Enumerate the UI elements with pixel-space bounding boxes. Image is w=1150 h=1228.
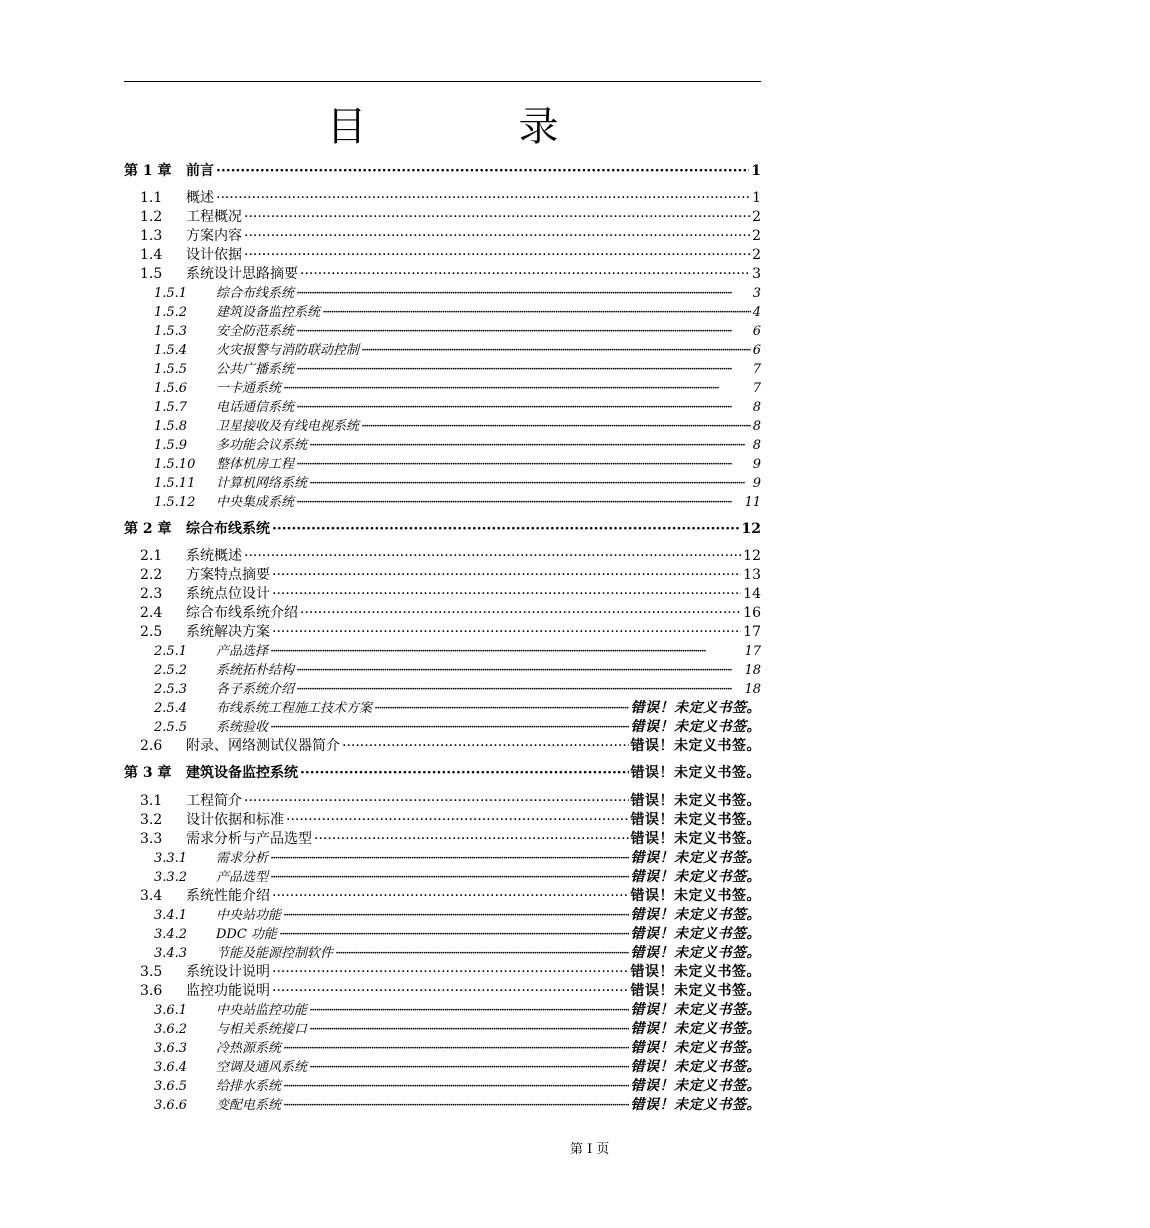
toc-entry[interactable] bbox=[124, 492, 761, 511]
toc-entry-number: 3.4 bbox=[140, 888, 163, 904]
toc-entry-number: 1.5.5 bbox=[154, 362, 188, 377]
toc-entry-number: 2.2 bbox=[140, 567, 163, 583]
toc-entry-page: 错误！未定义书签。 bbox=[630, 831, 761, 847]
toc-entry-label: 建筑设备监控系统 bbox=[216, 305, 321, 320]
toc-dot-leader bbox=[244, 247, 750, 264]
toc-dot-leader bbox=[272, 521, 740, 538]
toc-entry-number: 3.6.1 bbox=[154, 1003, 188, 1018]
toc-entry[interactable] bbox=[124, 340, 761, 359]
toc-dot-leader bbox=[300, 765, 629, 782]
toc-entry-number: 2.5.2 bbox=[154, 663, 188, 678]
toc-entry-page: 8 bbox=[752, 400, 761, 415]
toc-entry-label: 概述 bbox=[186, 190, 214, 206]
toc-entry-page: 18 bbox=[744, 663, 761, 678]
toc-entry-label: 需求分析 bbox=[216, 851, 269, 866]
toc-entry-number: 1.5 bbox=[140, 266, 163, 282]
toc-entry-number: 1.5.11 bbox=[154, 476, 196, 491]
toc-entry[interactable] bbox=[124, 584, 761, 603]
toc-entry-number: 1.5.8 bbox=[154, 419, 188, 434]
toc-entry-page: 错误！未定义书签。 bbox=[630, 869, 761, 885]
toc-entry-label: 方案特点摘要 bbox=[186, 567, 270, 583]
toc-entry-label: 工程简介 bbox=[186, 793, 242, 809]
toc-entry[interactable] bbox=[124, 698, 761, 717]
toc-entry-page: 错误！未定义书签。 bbox=[630, 812, 761, 828]
toc-dot-leader bbox=[283, 1078, 628, 1095]
toc-entry-page: 3 bbox=[752, 266, 761, 282]
toc-entry-label: 多功能会议系统 bbox=[216, 438, 308, 453]
toc-entry-number: 1.5.10 bbox=[154, 457, 196, 472]
toc-entry[interactable] bbox=[124, 519, 761, 538]
toc-entry[interactable] bbox=[124, 188, 761, 207]
toc-dot-leader bbox=[322, 304, 751, 321]
toc-entry-label: 产品选择 bbox=[216, 644, 269, 659]
toc-entry-label: 计算机网络系统 bbox=[216, 476, 308, 491]
toc-entry-label: 前言 bbox=[186, 163, 214, 179]
toc-entry[interactable] bbox=[124, 886, 761, 905]
toc-entry-page: 1 bbox=[752, 190, 761, 206]
toc-entry-page: 7 bbox=[752, 362, 761, 377]
toc-dot-leader bbox=[272, 567, 741, 584]
toc-entry-number: 2.5.3 bbox=[154, 682, 188, 697]
toc-entry-number: 3.4.1 bbox=[154, 908, 188, 923]
toc-entry-label: 冷热源系统 bbox=[216, 1041, 282, 1056]
toc-entry[interactable] bbox=[124, 660, 761, 679]
toc-entry-page: 错误！未定义书签。 bbox=[630, 983, 761, 999]
toc-entry-page: 错误！未定义书签。 bbox=[630, 1002, 761, 1018]
toc-entry-page: 8 bbox=[752, 438, 761, 453]
toc-entry-label: 变配电系统 bbox=[216, 1098, 282, 1113]
toc-entry[interactable] bbox=[124, 641, 761, 660]
toc-dot-leader bbox=[296, 361, 751, 378]
toc-entry-number: 2.4 bbox=[140, 605, 163, 621]
toc-dot-leader bbox=[216, 163, 749, 180]
toc-entry-number: 3.6.5 bbox=[154, 1079, 188, 1094]
toc-entry-page: 6 bbox=[752, 324, 761, 339]
toc-entry-number: 1.5.1 bbox=[154, 286, 188, 301]
toc-entry-number: 3.6 bbox=[140, 983, 163, 999]
toc-entry-label: 方案内容 bbox=[186, 228, 242, 244]
toc-dot-leader bbox=[314, 831, 629, 848]
toc-entry-number: 3.3 bbox=[140, 831, 163, 847]
toc-dot-leader bbox=[272, 586, 741, 603]
toc-dot-leader bbox=[374, 700, 628, 717]
toc-entry-page: 错误！未定义书签。 bbox=[630, 738, 761, 754]
toc-entry-number: 第 1 章 bbox=[124, 163, 172, 179]
toc-entry-number: 3.6.2 bbox=[154, 1022, 188, 1037]
toc-entry-label: 附录、网络测试仪器简介 bbox=[186, 738, 340, 754]
toc-entry[interactable] bbox=[124, 736, 761, 755]
toc-entry-label: 建筑设备监控系统 bbox=[186, 765, 298, 781]
toc-dot-leader bbox=[309, 1059, 628, 1076]
toc-entry[interactable] bbox=[124, 473, 761, 492]
toc-entry-page: 18 bbox=[744, 682, 761, 697]
toc-entry-page: 17 bbox=[744, 644, 761, 659]
toc-entry-label: 节能及能源控制软件 bbox=[216, 946, 334, 961]
toc-entry-label: 综合布线系统 bbox=[186, 521, 270, 537]
toc-entry-number: 3.4.2 bbox=[154, 927, 188, 942]
toc-entry-label: 一卡通系统 bbox=[216, 381, 282, 396]
toc-entry-label: 系统解决方案 bbox=[186, 624, 270, 640]
toc-entry-number: 2.5.1 bbox=[154, 644, 188, 659]
toc-entry-label: 需求分析与产品选型 bbox=[186, 831, 312, 847]
toc-entry[interactable] bbox=[124, 454, 761, 473]
toc-entry-label: 系统拓朴结构 bbox=[216, 663, 295, 678]
toc-entry-page: 1 bbox=[751, 163, 761, 179]
toc-entry-number: 3.6.3 bbox=[154, 1041, 188, 1056]
toc-entry[interactable] bbox=[124, 962, 761, 981]
toc-entry-number: 1.5.4 bbox=[154, 343, 188, 358]
toc-entry[interactable] bbox=[124, 1019, 761, 1038]
toc-entry[interactable] bbox=[124, 207, 761, 226]
toc-dot-leader bbox=[270, 643, 742, 660]
toc-entry[interactable] bbox=[124, 679, 761, 698]
toc-entry-label: 系统验收 bbox=[216, 720, 269, 735]
toc-entry[interactable] bbox=[124, 981, 761, 1000]
toc-entry-label: 给排水系统 bbox=[216, 1079, 282, 1094]
toc-entry-page: 错误！未定义书签。 bbox=[630, 719, 761, 735]
toc-entry-number: 3.2 bbox=[140, 812, 163, 828]
toc-entry[interactable] bbox=[124, 546, 761, 565]
footer-page-number: 第 I 页 bbox=[570, 1142, 610, 1157]
toc-dot-leader bbox=[300, 605, 741, 622]
toc-entry[interactable] bbox=[124, 603, 761, 622]
toc-entry-number: 2.5.4 bbox=[154, 701, 188, 716]
toc-entry[interactable] bbox=[124, 1038, 761, 1057]
toc-dot-leader bbox=[244, 548, 741, 565]
toc-entry[interactable] bbox=[124, 565, 761, 584]
toc-dot-leader bbox=[361, 342, 751, 359]
toc-entry[interactable] bbox=[124, 867, 761, 886]
toc-dot-leader bbox=[270, 719, 628, 736]
toc-entry-label: 整体机房工程 bbox=[216, 457, 295, 472]
toc-dot-leader bbox=[270, 850, 628, 867]
toc-entry[interactable] bbox=[124, 622, 761, 641]
toc-entry-number: 3.1 bbox=[140, 793, 163, 809]
toc-entry[interactable] bbox=[124, 1000, 761, 1019]
toc-entry-page: 14 bbox=[743, 586, 761, 602]
toc-entry-page: 错误！未定义书签。 bbox=[630, 765, 761, 781]
toc-entry-label: 设计依据和标准 bbox=[186, 812, 284, 828]
toc-entry-number: 1.5.7 bbox=[154, 400, 188, 415]
toc-dot-leader bbox=[296, 285, 751, 302]
toc-entry-page: 错误！未定义书签。 bbox=[630, 945, 761, 961]
toc-dot-leader bbox=[300, 266, 750, 283]
toc-entry-page: 11 bbox=[744, 495, 761, 510]
toc-dot-leader bbox=[309, 1002, 628, 1019]
toc-dot-leader bbox=[279, 926, 629, 943]
toc-entry-page: 12 bbox=[741, 521, 761, 537]
toc-entry[interactable] bbox=[124, 378, 761, 397]
toc-entry-label: 系统设计说明 bbox=[186, 964, 270, 980]
toc-entry-page: 错误！未定义书签。 bbox=[630, 1040, 761, 1056]
toc-dot-leader bbox=[309, 475, 751, 492]
toc-entry-label: 空调及通风系统 bbox=[216, 1060, 308, 1075]
toc-entry-label: 系统性能介绍 bbox=[186, 888, 270, 904]
toc-entry-page: 8 bbox=[752, 419, 761, 434]
toc-entry-number: 1.5.6 bbox=[154, 381, 188, 396]
toc-entry-label: 设计依据 bbox=[186, 247, 242, 263]
toc-dot-leader bbox=[272, 888, 629, 905]
toc-entry-page: 错误！未定义书签。 bbox=[630, 964, 761, 980]
toc-entry-number: 3.5 bbox=[140, 964, 163, 980]
toc-entry[interactable] bbox=[124, 717, 761, 736]
toc-entry[interactable] bbox=[124, 416, 761, 435]
toc-dot-leader bbox=[244, 228, 750, 245]
toc-entry-number: 3.3.1 bbox=[154, 851, 188, 866]
toc-entry-page: 错误！未定义书签。 bbox=[630, 888, 761, 904]
toc-entry-label: 布线系统工程施工技术方案 bbox=[216, 701, 373, 716]
toc-entry[interactable] bbox=[124, 359, 761, 378]
toc-dot-leader bbox=[216, 190, 750, 207]
toc-entry[interactable] bbox=[124, 924, 761, 943]
toc-entry[interactable] bbox=[124, 397, 761, 416]
toc-dot-leader bbox=[244, 793, 629, 810]
toc-dot-leader bbox=[309, 1021, 628, 1038]
toc-dot-leader bbox=[272, 624, 741, 641]
toc-entry[interactable] bbox=[124, 302, 761, 321]
toc-entry-label: 系统概述 bbox=[186, 548, 242, 564]
toc-entry-page: 错误！未定义书签。 bbox=[630, 1021, 761, 1037]
toc-entry-label: 与相关系统接口 bbox=[216, 1022, 308, 1037]
toc-entry-number: 1.5.3 bbox=[154, 324, 188, 339]
toc-entry[interactable] bbox=[124, 848, 761, 867]
toc-entry[interactable] bbox=[124, 435, 761, 454]
toc-entry-page: 错误！未定义书签。 bbox=[630, 1078, 761, 1094]
toc-entry-number: 3.6.6 bbox=[154, 1098, 188, 1113]
toc-entry[interactable] bbox=[124, 905, 761, 924]
toc-entry-label: 火灾报警与消防联动控制 bbox=[216, 343, 360, 358]
toc-entry-page: 2 bbox=[752, 209, 761, 225]
toc-dot-leader bbox=[296, 494, 742, 511]
toc-entry-label: 安全防范系统 bbox=[216, 324, 295, 339]
toc-entry-page: 6 bbox=[752, 343, 761, 358]
toc-entry-page: 9 bbox=[752, 476, 761, 491]
toc-entry[interactable] bbox=[124, 161, 761, 180]
toc-entry-number: 2.3 bbox=[140, 586, 163, 602]
toc-entry-page: 错误！未定义书签。 bbox=[630, 700, 761, 716]
toc-entry-page: 17 bbox=[743, 624, 761, 640]
toc-entry[interactable] bbox=[124, 791, 761, 810]
toc-entry-number: 3.4.3 bbox=[154, 946, 188, 961]
toc-entry-number: 2.6 bbox=[140, 738, 163, 754]
toc-entry-number: 1.1 bbox=[140, 190, 163, 206]
toc-dot-leader bbox=[272, 964, 629, 981]
toc-entry[interactable] bbox=[124, 943, 761, 962]
toc-entry-label: 公共广播系统 bbox=[216, 362, 295, 377]
toc-dot-leader bbox=[283, 380, 751, 397]
toc-entry-page: 3 bbox=[752, 286, 761, 301]
toc-entry-page: 7 bbox=[752, 381, 761, 396]
toc-entry-number: 3.6.4 bbox=[154, 1060, 188, 1075]
toc-entry[interactable] bbox=[124, 763, 761, 782]
toc-dot-leader bbox=[296, 681, 742, 698]
toc-entry-page: 12 bbox=[743, 548, 761, 564]
toc-entry-page: 错误！未定义书签。 bbox=[630, 907, 761, 923]
toc-entry-page: 错误！未定义书签。 bbox=[630, 1059, 761, 1075]
toc-dot-leader bbox=[296, 399, 751, 416]
toc-dot-leader bbox=[296, 323, 751, 340]
toc-dot-leader bbox=[270, 869, 628, 886]
toc-entry-label: 系统点位设计 bbox=[186, 586, 270, 602]
toc-dot-leader bbox=[244, 209, 750, 226]
toc-entry-number: 第 3 章 bbox=[124, 765, 172, 781]
toc-entry-label: 综合布线系统 bbox=[216, 286, 295, 301]
toc-entry[interactable] bbox=[124, 829, 761, 848]
toc-entry[interactable] bbox=[124, 810, 761, 829]
toc-entry-page: 13 bbox=[743, 567, 761, 583]
toc-entry-number: 1.5.9 bbox=[154, 438, 188, 453]
toc-entry[interactable] bbox=[124, 1076, 761, 1095]
toc-entry[interactable] bbox=[124, 264, 761, 283]
toc-dot-leader bbox=[361, 418, 751, 435]
toc-dot-leader bbox=[342, 738, 629, 755]
toc-entry-label: 电话通信系统 bbox=[216, 400, 295, 415]
toc-entry-page: 16 bbox=[743, 605, 761, 621]
toc-entry-number: 1.4 bbox=[140, 247, 163, 263]
toc-entry-page: 错误！未定义书签。 bbox=[630, 1097, 761, 1113]
toc-entry-label: 各子系统介绍 bbox=[216, 682, 295, 697]
toc-entry-page: 错误！未定义书签。 bbox=[630, 926, 761, 942]
toc-dot-leader bbox=[272, 983, 629, 1000]
toc-entry-page: 2 bbox=[752, 247, 761, 263]
toc-entry-label: 中央站监控功能 bbox=[216, 1003, 308, 1018]
toc-entry[interactable] bbox=[124, 1095, 761, 1114]
toc-entry-label: 监控功能说明 bbox=[186, 983, 270, 999]
toc-entry-number: 1.5.12 bbox=[154, 495, 196, 510]
toc-entry-label: 中央集成系统 bbox=[216, 495, 295, 510]
toc-entry[interactable] bbox=[124, 283, 761, 302]
toc-entry-label: 中央站功能 bbox=[216, 908, 282, 923]
toc-entry[interactable] bbox=[124, 226, 761, 245]
toc-entry-label: 产品选型 bbox=[216, 870, 269, 885]
toc-dot-leader bbox=[283, 1097, 628, 1114]
toc-entry-number: 2.5 bbox=[140, 624, 163, 640]
toc-entry-number: 2.5.5 bbox=[154, 720, 188, 735]
toc-dot-leader bbox=[309, 437, 751, 454]
toc-entry-label: 系统设计思路摘要 bbox=[186, 266, 298, 282]
toc-entry-page: 2 bbox=[752, 228, 761, 244]
toc-dot-leader bbox=[335, 945, 628, 962]
toc-entry-number: 1.5.2 bbox=[154, 305, 188, 320]
toc-entry-number: 3.3.2 bbox=[154, 870, 188, 885]
toc-entry-number: 1.2 bbox=[140, 209, 163, 225]
toc-entry-label: 综合布线系统介绍 bbox=[186, 605, 298, 621]
toc-entry-number: 2.1 bbox=[140, 548, 163, 564]
toc-entry-page: 错误！未定义书签。 bbox=[630, 793, 761, 809]
toc-entry-number: 第 2 章 bbox=[124, 521, 172, 537]
toc-dot-leader bbox=[286, 812, 629, 829]
toc-dot-leader bbox=[283, 1040, 628, 1057]
toc-entry-page: 9 bbox=[752, 457, 761, 472]
toc-entry-page: 4 bbox=[752, 305, 761, 320]
toc-dot-leader bbox=[296, 662, 742, 679]
toc-entry-page: 错误！未定义书签。 bbox=[630, 850, 761, 866]
toc-entry-label: 卫星接收及有线电视系统 bbox=[216, 419, 360, 434]
toc-entry[interactable] bbox=[124, 245, 761, 264]
toc-title: 目 录 bbox=[326, 104, 615, 150]
toc-dot-leader bbox=[296, 456, 751, 473]
toc-entry-label: DDC 功能 bbox=[216, 927, 277, 942]
toc-entry-label: 工程概况 bbox=[186, 209, 242, 225]
toc-entry-number: 1.3 bbox=[140, 228, 163, 244]
toc-entry[interactable] bbox=[124, 1057, 761, 1076]
toc-entry[interactable] bbox=[124, 321, 761, 340]
toc-dot-leader bbox=[283, 907, 628, 924]
